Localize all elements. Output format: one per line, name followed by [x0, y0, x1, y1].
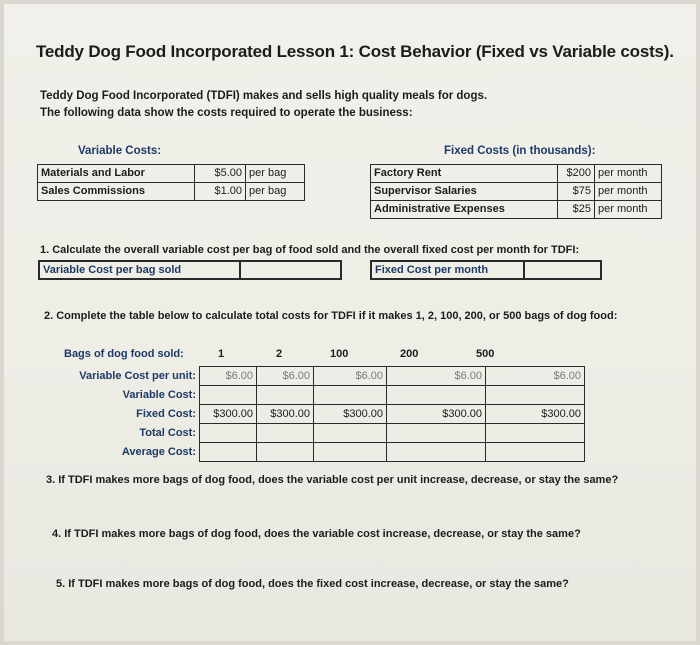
- table-row: [50, 424, 585, 443]
- question-2: 2. Complete the table below to calculate total costs for TDFI if it makes 1, 2, 100, 200, or 500 bags of dog food:: [44, 310, 618, 322]
- table-row: [371, 183, 662, 201]
- fixed-cost-per-month-answer-box[interactable]: [370, 260, 602, 280]
- table-row: [38, 183, 305, 201]
- cost-item-label: Supervisor Salaries: [371, 183, 558, 201]
- question-3: 3. If TDFI makes more bags of dog food, does the variable cost per unit increase, decrease, or stay the same?: [46, 474, 619, 486]
- table-cell[interactable]: $6.00: [257, 367, 314, 386]
- table-cell[interactable]: $6.00: [387, 367, 486, 386]
- table-row: [371, 165, 662, 183]
- table-cell[interactable]: $6.00: [200, 367, 257, 386]
- row-label: Total Cost:: [139, 427, 196, 439]
- variable-cost-per-bag-answer-box[interactable]: [38, 260, 342, 280]
- table-cell[interactable]: $300.00: [387, 405, 486, 424]
- cost-item-label: Administrative Expenses: [371, 201, 558, 219]
- worksheet: [4, 4, 696, 641]
- table-cell[interactable]: [200, 386, 257, 405]
- table-row: [38, 165, 305, 183]
- cost-amount: $5.00: [195, 165, 246, 183]
- table-cell[interactable]: $6.00: [314, 367, 387, 386]
- bags-column-header: 100: [330, 348, 349, 360]
- question-1: 1. Calculate the overall variable cost per bag of food sold and the overall fixed cost per month for TDFI:: [40, 244, 580, 256]
- cost-amount: $75: [558, 183, 595, 201]
- fixed-costs-table: [370, 164, 662, 219]
- cost-item-label: Factory Rent: [371, 165, 558, 183]
- table-cell[interactable]: [257, 443, 314, 462]
- intro-line-2: The following data show the costs required to operate the business:: [40, 107, 413, 119]
- table-row: [50, 443, 585, 462]
- cost-amount: $1.00: [195, 183, 246, 201]
- table-cell[interactable]: [200, 424, 257, 443]
- table-row: [50, 405, 585, 424]
- question-4: 4. If TDFI makes more bags of dog food, does the variable cost increase, decrease, or stay the same?: [52, 528, 581, 540]
- row-label: Fixed Cost:: [136, 408, 196, 420]
- total-costs-table: [50, 366, 585, 462]
- cost-unit: per month: [595, 165, 662, 183]
- table-cell[interactable]: $300.00: [486, 405, 585, 424]
- bags-column-header: 2: [276, 348, 283, 360]
- cost-unit: per month: [595, 201, 662, 219]
- cost-unit: per bag: [246, 183, 305, 201]
- question-5: 5. If TDFI makes more bags of dog food, does the fixed cost increase, decrease, or stay the same?: [56, 578, 569, 590]
- row-label: Average Cost:: [121, 446, 196, 458]
- table-cell[interactable]: $6.00: [486, 367, 585, 386]
- variable-costs-heading: Variable Costs:: [78, 145, 162, 157]
- table-cell[interactable]: [387, 443, 486, 462]
- table-row: [50, 367, 585, 386]
- cost-amount: $200: [558, 165, 595, 183]
- table-cell[interactable]: $300.00: [200, 405, 257, 424]
- table-cell[interactable]: [486, 443, 585, 462]
- cost-unit: per month: [595, 183, 662, 201]
- table-cell[interactable]: $300.00: [257, 405, 314, 424]
- table-cell[interactable]: [387, 386, 486, 405]
- cost-amount: $25: [558, 201, 595, 219]
- variable-costs-table: [37, 164, 305, 201]
- fixed-cost-per-month-label: Fixed Cost per month: [372, 262, 525, 278]
- page-title: Teddy Dog Food Incorporated Lesson 1: Cost Behavior (Fixed vs Variable costs).: [36, 42, 674, 61]
- bags-column-header: 200: [400, 348, 419, 360]
- table-cell[interactable]: [257, 386, 314, 405]
- table-cell[interactable]: [200, 443, 257, 462]
- table-cell[interactable]: [314, 386, 387, 405]
- table-cell[interactable]: $300.00: [314, 405, 387, 424]
- table-cell[interactable]: [257, 424, 314, 443]
- intro-line-1: Teddy Dog Food Incorporated (TDFI) makes and sells high quality meals for dogs.: [40, 90, 488, 102]
- table-cell[interactable]: [387, 424, 486, 443]
- table-cell[interactable]: [486, 386, 585, 405]
- table-row: [50, 386, 585, 405]
- variable-cost-per-bag-label: Variable Cost per bag sold: [40, 262, 241, 278]
- bags-column-header: 1: [218, 348, 225, 360]
- intro-text: [40, 88, 487, 122]
- cost-unit: per bag: [246, 165, 305, 183]
- bags-sold-label: Bags of dog food sold:: [64, 348, 184, 360]
- table-cell[interactable]: [486, 424, 585, 443]
- fixed-costs-heading: Fixed Costs (in thousands):: [444, 145, 596, 157]
- row-label: Variable Cost:: [122, 389, 196, 401]
- table-cell[interactable]: [314, 443, 387, 462]
- table-cell[interactable]: [314, 424, 387, 443]
- table-row: [371, 201, 662, 219]
- cost-item-label: Materials and Labor: [38, 165, 195, 183]
- bags-column-header: 500: [476, 348, 495, 360]
- row-label: Variable Cost per unit:: [79, 370, 196, 382]
- cost-item-label: Sales Commissions: [38, 183, 195, 201]
